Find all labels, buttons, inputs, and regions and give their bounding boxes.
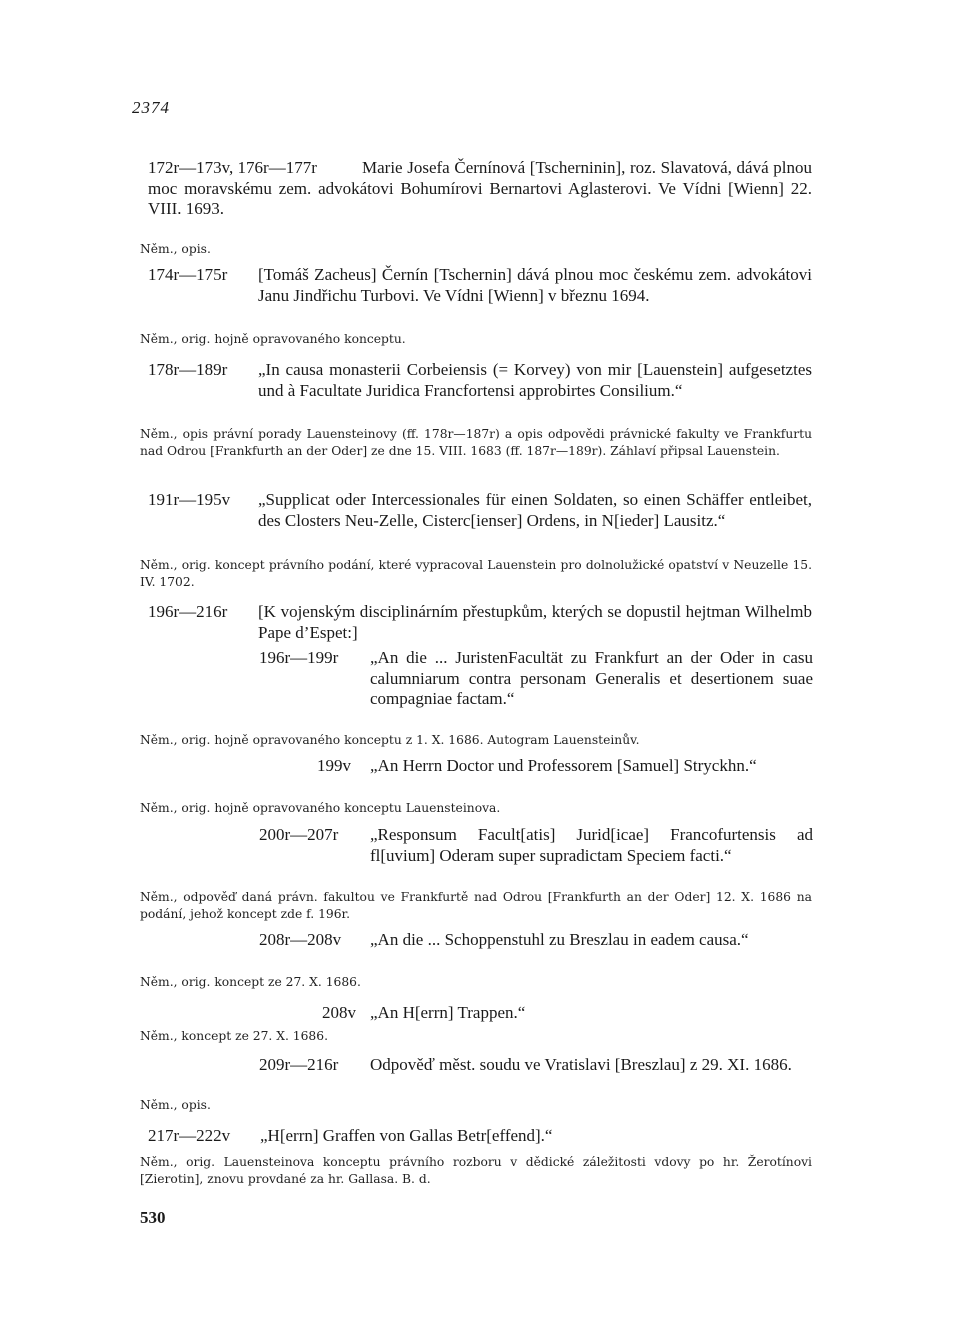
archive-entry [148, 360, 812, 401]
entry-note: Něm., orig. koncept ze 27. X. 1686. [140, 975, 361, 989]
folio-reference: 200r—207r [259, 825, 339, 844]
sub-entry [259, 825, 813, 866]
entry-note: Něm., orig. hojně opravovaného konceptu. [140, 332, 406, 346]
folio-reference: 196r—199r [259, 648, 339, 667]
sub-entry [259, 1055, 813, 1076]
entry-note: Něm., opis. [140, 1098, 211, 1112]
archive-entry [148, 265, 812, 306]
folio-reference: 174r—175r [148, 265, 228, 284]
archive-entry [148, 158, 812, 220]
archive-entry [148, 602, 812, 643]
folio-reference: 208v [322, 1003, 356, 1022]
entry-text: „An H[errn] Trappen.“ [370, 1003, 526, 1022]
entry-note: Něm., opis. [140, 242, 211, 256]
folio-reference: 196r—216r [148, 602, 228, 621]
entry-note: Něm., orig. koncept právního podání, které vypracoval Lauenstein pro dolnolužické opatství v Neuzelle 15. IV. 1702. [140, 558, 812, 589]
folio-reference: 199v [317, 756, 351, 775]
folio-reference: 209r—216r [259, 1055, 339, 1074]
folio-reference: 178r—189r [148, 360, 228, 379]
sub-entry [259, 648, 813, 710]
archive-entry [148, 1126, 812, 1147]
sub-entry [322, 1003, 813, 1024]
folio-reference: 217r—222v [148, 1126, 231, 1145]
folio-reference: 191r—195v [148, 490, 231, 509]
entry-note: Něm., orig. Lauensteinova konceptu právního rozboru v dědické záležitosti vdovy po hr. Žerotínovi [Zierotin], znovu provdané za hr. Gallasa. B. d. [140, 1155, 812, 1186]
entry-text: [Tomáš Zacheus] Černín [Tschernin] dává plnou moc českému zem. advokátovi Janu Jindřichu Turbovi. Ve Vídni [Wienn] v březnu 1694. [258, 265, 812, 305]
entry-text: „In causa monasterii Corbeiensis (= Korvey) von mir [Lauenstein] aufgesetztes und à Facultate Juridica Francfortensi approbirtes Consilium.“ [258, 360, 812, 400]
entry-note: Něm., koncept ze 27. X. 1686. [140, 1029, 328, 1043]
entry-text: „H[errn] Graffen von Gallas Betr[effend].“ [260, 1126, 553, 1145]
entry-text: „An die ... Schoppenstuhl zu Breszlau in eadem causa.“ [370, 930, 749, 949]
entry-text: „Supplicat oder Intercessionales für einen Soldaten, so einen Schäffer entleibet, des Closters Neu-Zelle, Cisterc[ienser] Ordens, in N[ieder] Lausitz.“ [258, 490, 812, 530]
entry-text: „Responsum Facult[atis] Jurid[icae] Francofurtensis ad fl[uvium] Oderam super supradictam Speciem facti.“ [370, 825, 813, 865]
entry-text: Odpověď měst. soudu ve Vratislavi [Breszlau] z 29. XI. 1686. [370, 1055, 792, 1074]
entry-note: Něm., opis právní porady Lauensteinovy (ff. 178r—187r) a opis odpovědi právnické fakulty ve Frankfurtu nad Odrou [Frankfurth an der Oder] ze dne 15. VIII. 1683 (ff. 187r—189r). Záhlaví připsal Lauenstein. [140, 427, 812, 458]
entry-text: „An die ... JuristenFacultät zu Frankfurt an der Oder in casu calumniarum contra personam Generalis et desertionem suae compagniae factam.“ [370, 648, 813, 708]
archive-entry [148, 490, 812, 531]
entry-text: „An Herrn Doctor und Professorem [Samuel] Stryckhn.“ [370, 756, 757, 775]
entry-note: Něm., odpověď daná právn. fakultou ve Frankfurtě nad Odrou [Frankfurth an der Oder] 12. X. 1686 na podání, jehož koncept zde f. 196r. [140, 890, 812, 921]
entry-note: Něm., orig. hojně opravovaného konceptu z 1. X. 1686. Autogram Lauensteinův. [140, 733, 640, 747]
folio-reference: 208r—208v [259, 930, 342, 949]
entry-text: [K vojenským disciplinárním přestupkům, kterých se dopustil hejtman Wilhelmb Pape d’Espet:] [258, 602, 812, 642]
page-number: 2374 [132, 98, 170, 117]
entry-note: Něm., orig. hojně opravovaného konceptu Lauensteinova. [140, 801, 501, 815]
entry-text: Marie Josefa Černínová [Tscherninin], roz. Slavatová, dává plnou moc moravskému zem. advokátovi Bohumírovi Bernartovi Aglasterovi. Ve Vídni [Wienn] 22. VIII. 1693. [148, 158, 812, 218]
sub-entry [317, 756, 813, 777]
sub-entry [259, 930, 813, 951]
folio-reference: 172r—173v, 176r—177r [148, 158, 317, 177]
footer-page-number: 530 [140, 1208, 166, 1227]
